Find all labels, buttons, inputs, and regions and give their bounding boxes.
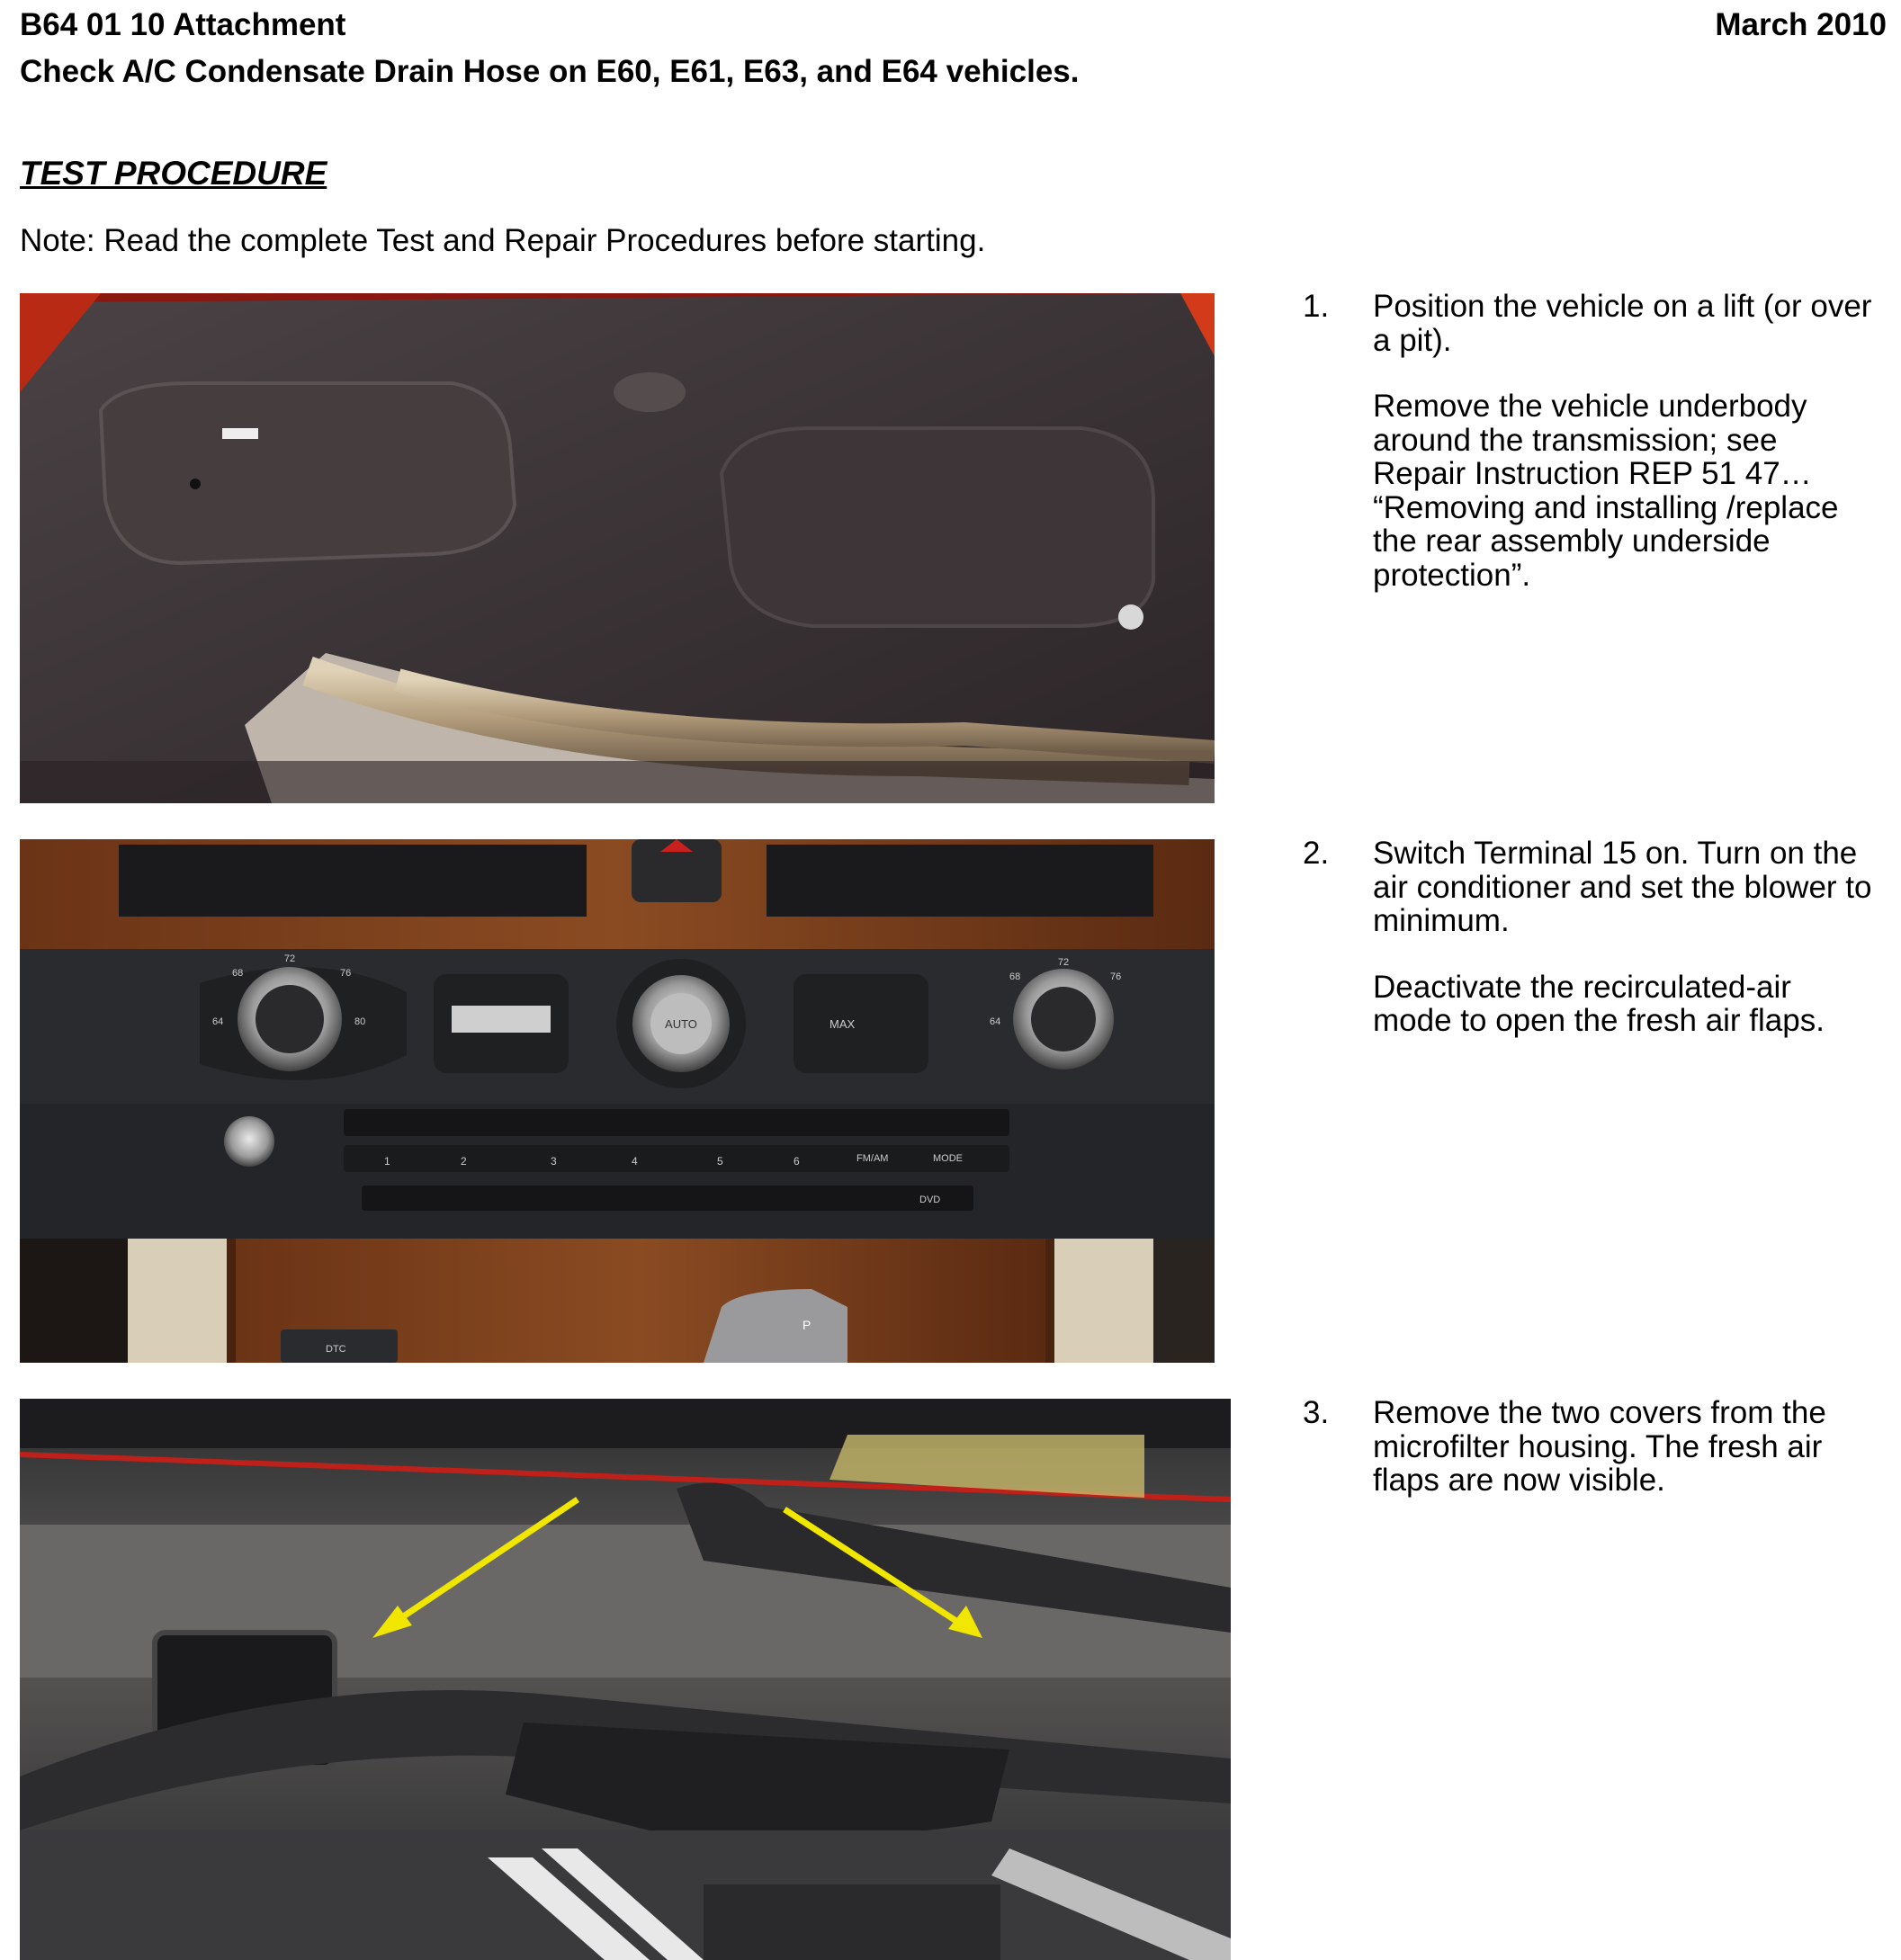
step-paragraph: Remove the vehicle underbody around the transmission; see Repair Instruction REP 51 47… “Removing and installing /replace the rear assembly underside protection”. xyxy=(1373,389,1839,593)
dial-left-68: 68 xyxy=(232,968,244,979)
step-paragraph: Switch Terminal 15 on. Turn on the air conditioner and set the blower to minimum. xyxy=(1373,836,1872,938)
document-date: March 2010 xyxy=(1715,7,1887,42)
dial-right-72: 72 xyxy=(1057,957,1070,968)
max-label: MAX xyxy=(829,1017,856,1031)
fmam-label: FM/AM xyxy=(856,1153,889,1164)
preset-2: 2 xyxy=(461,1155,467,1168)
preset-1: 1 xyxy=(384,1155,390,1168)
step-paragraph: Position the vehicle on a lift (or over a pit). xyxy=(1373,289,1872,358)
document-subtitle: Check A/C Condensate Drain Hose on E60, E61, E63, and E64 vehicles. xyxy=(20,54,1080,89)
preset-5: 5 xyxy=(717,1155,723,1168)
preset-3: 3 xyxy=(551,1155,557,1168)
step-paragraph: Deactivate the recirculated-air mode to open the fresh air flaps. xyxy=(1373,969,1825,1038)
section-title: TEST PROCEDURE xyxy=(20,155,327,192)
dial-right-64: 64 xyxy=(990,1016,1001,1027)
auto-label: AUTO xyxy=(665,1017,697,1031)
dial-left-72: 72 xyxy=(283,953,296,964)
climate-control-photo xyxy=(20,839,1215,1363)
document-id: B64 01 10 Attachment xyxy=(20,7,346,42)
dial-right-68: 68 xyxy=(1009,971,1021,982)
dvd-label: DVD xyxy=(919,1195,941,1205)
step-number: 3. xyxy=(1303,1395,1330,1430)
underbody-photo xyxy=(20,293,1215,803)
step-2 xyxy=(1303,837,1879,1070)
step-number: 2. xyxy=(1303,836,1330,871)
dtc-label: DTC xyxy=(326,1344,346,1355)
dial-right-76: 76 xyxy=(1110,971,1122,982)
step-1 xyxy=(1303,290,1879,624)
preset-4: 4 xyxy=(632,1155,638,1168)
mode-label: MODE xyxy=(933,1153,963,1164)
microfilter-housing-photo xyxy=(20,1399,1231,1960)
step-number: 1. xyxy=(1303,289,1330,324)
gear-p-label: P xyxy=(803,1318,812,1332)
dial-left-80: 80 xyxy=(354,1016,366,1027)
step-3 xyxy=(1303,1396,1879,1530)
preset-6: 6 xyxy=(794,1155,800,1168)
dial-left-64: 64 xyxy=(212,1016,224,1027)
dial-left-76: 76 xyxy=(340,968,352,979)
step-paragraph: Remove the two covers from the microfilter housing. The fresh air flaps are now visible. xyxy=(1373,1395,1826,1498)
note-text: Note: Read the complete Test and Repair Procedures before starting. xyxy=(20,223,986,258)
